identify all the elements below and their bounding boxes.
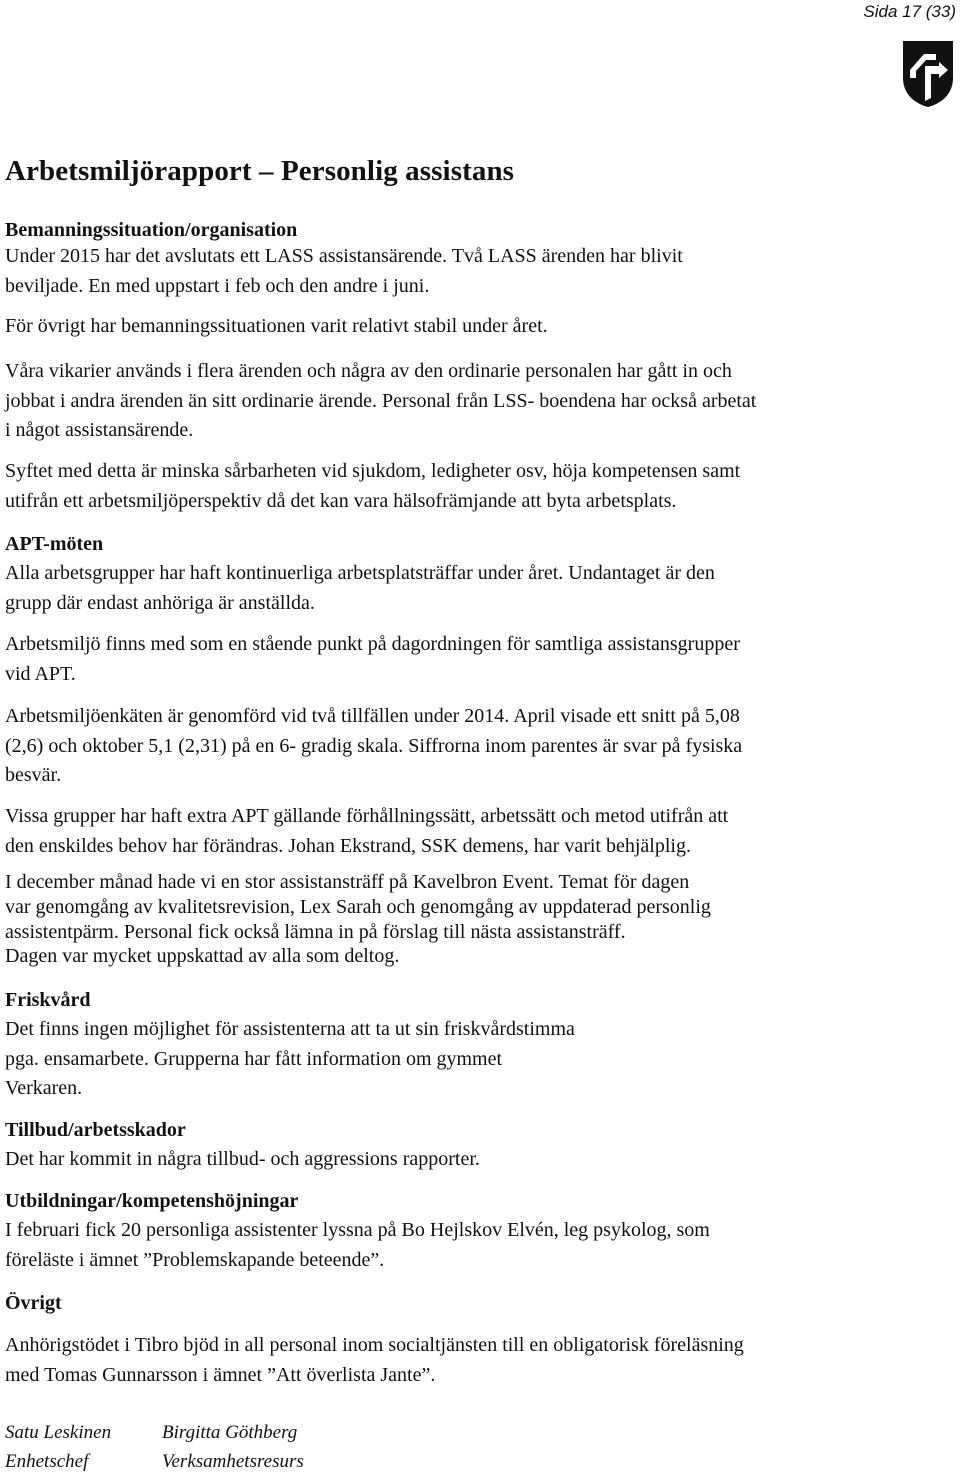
section-heading-ovrigt: Övrigt bbox=[5, 1292, 62, 1314]
signature-block bbox=[162, 1418, 304, 1476]
page-number: Sida 17 (33) bbox=[863, 2, 956, 21]
paragraph: Arbetsmiljö finns med som en stående punkt på dagordningen för samtliga assistansgrupper vid APT. bbox=[5, 633, 740, 685]
paragraph: Anhörigstödet i Tibro bjöd in all personal inom socialtjänsten till en obligatorisk föreläsning med Tomas Gunnarsson i ämnet ”Att överlista Jante”. bbox=[5, 1334, 744, 1386]
municipal-coat-of-arms-icon bbox=[902, 40, 954, 108]
section-heading-tillbud: Tillbud/arbetsskador bbox=[5, 1119, 186, 1141]
paragraph: I februari fick 20 personliga assistenter lyssna på Bo Hejlskov Elvén, leg psykolog, som föreläste i ämnet ”Problemskapande beteende”. bbox=[5, 1219, 710, 1271]
signature-block bbox=[5, 1418, 111, 1476]
paragraph: Det finns ingen möjlighet för assistenterna att ta ut sin friskvårdstimma pga. ensamarbete. Grupperna har fått information om gymmet Verkaren. bbox=[5, 1018, 575, 1099]
paragraph: Det har kommit in några tillbud- och aggressions rapporter. bbox=[5, 1148, 480, 1170]
signature-role: Verksamhetsresurs bbox=[162, 1451, 304, 1472]
signature-name: Satu Leskinen bbox=[5, 1422, 112, 1443]
signature-role: Enhetschef bbox=[5, 1451, 89, 1472]
paragraph: Alla arbetsgrupper har haft kontinuerliga arbetsplatsträffar under året. Undantaget är den grupp där endast anhöriga är anställda. bbox=[5, 562, 715, 614]
paragraph: Våra vikarier används i flera ärenden och några av den ordinarie personalen har gått in och jobbat i andra ärenden än sitt ordinarie ärende. Personal från LSS- boendena har också arbetat i något assistansärende. bbox=[5, 360, 757, 441]
signature-name: Birgitta Göthberg bbox=[162, 1422, 298, 1443]
paragraph: I december månad hade vi en stor assistansträff på Kavelbron Event. Temat för dagen var genomgång av kvalitetsrevision, Lex Sarah och genomgång av uppdaterad personlig assistentpärm. Personal fick också lämna in på förslag till nästa assistansträff. Dagen var mycket uppskattad av alla som deltog. bbox=[5, 871, 711, 968]
section-heading-bemanning: Bemanningssituation/organisation bbox=[5, 219, 298, 241]
paragraph: För övrigt har bemanningssituationen varit relativt stabil under året. bbox=[5, 315, 548, 337]
section-heading-apt: APT-möten bbox=[5, 533, 104, 555]
paragraph: Under 2015 har det avslutats ett LASS assistansärende. Två LASS ärenden har blivit beviljade. En med uppstart i feb och den andre i juni. bbox=[5, 245, 683, 297]
document-title: Arbetsmiljörapport – Personlig assistans bbox=[5, 155, 515, 187]
section-heading-friskvard: Friskvård bbox=[5, 989, 91, 1011]
paragraph: Vissa grupper har haft extra APT gällande förhållningssätt, arbetssätt och metod utifrån att den enskildes behov har förändras. Johan Ekstrand, SSK demens, har varit behjälplig. bbox=[5, 805, 729, 857]
paragraph: Arbetsmiljöenkäten är genomförd vid två tillfällen under 2014. April visade ett snitt på 5,08 (2,6) och oktober 5,1 (2,31) på en 6- gradig skala. Siffrorna inom parentes är svar på fysiska besvär. bbox=[5, 705, 743, 786]
paragraph: Syftet med detta är minska sårbarheten vid sjukdom, ledigheter osv, höja kompetensen samt utifrån ett arbetsmiljöperspektiv då det kan vara hälsofrämjande att byta arbetsplats. bbox=[5, 460, 741, 512]
section-heading-utbildning: Utbildningar/kompetenshöjningar bbox=[5, 1190, 299, 1212]
